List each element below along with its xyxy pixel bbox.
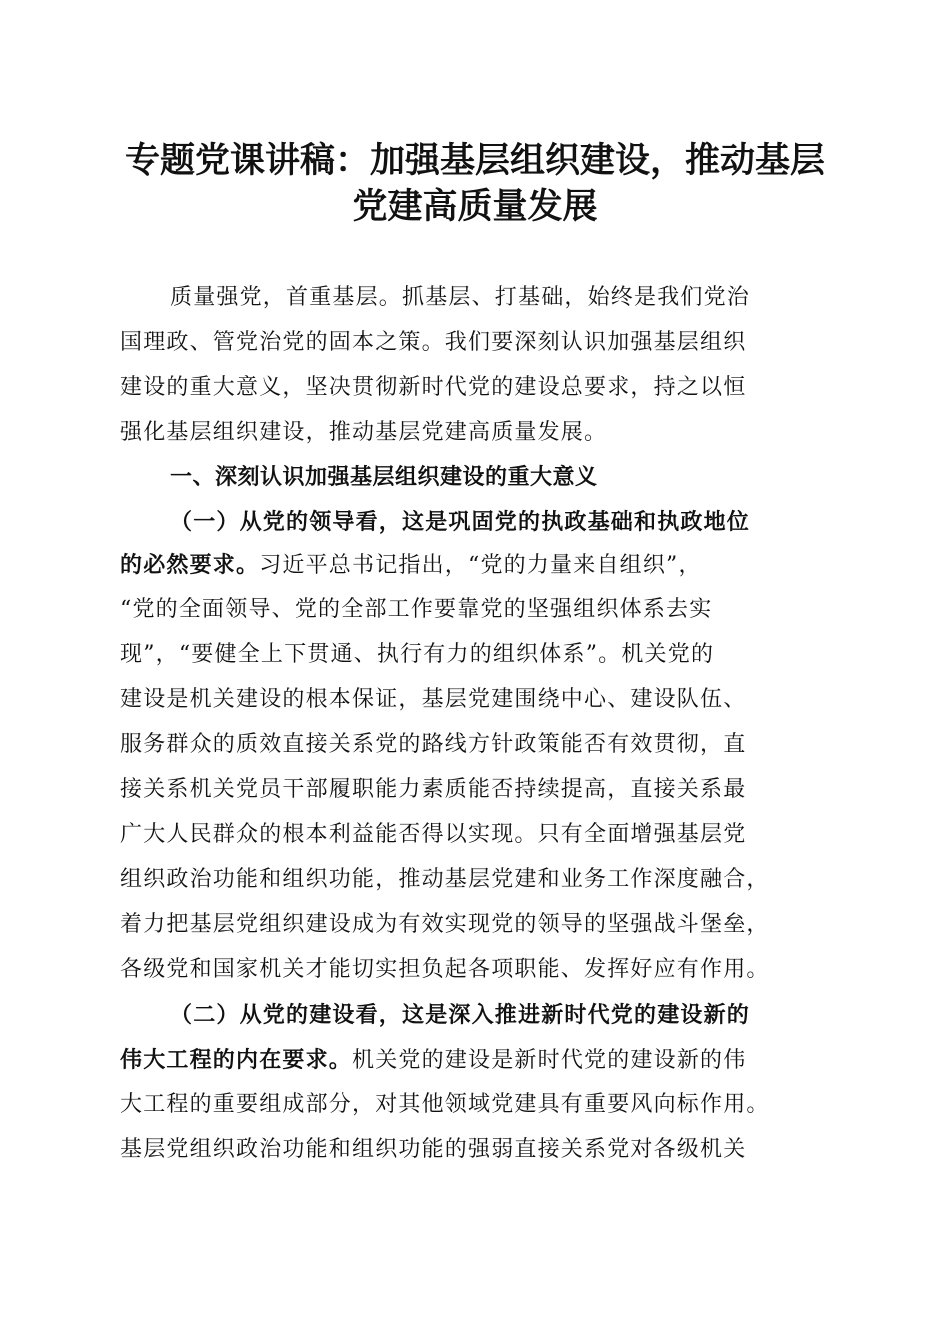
paragraph-line: 国理政、管党治党的固本之策。我们要深刻认识加强基层组织 — [120, 330, 747, 355]
paragraph-line: 建设是机关建设的根本保证，基层党建围绕中心、建设队伍、 — [120, 687, 747, 712]
section-heading: 一、深刻认识加强基层组织建设的重大意义 — [170, 465, 598, 490]
paragraph-text: 习近平总书记指出，“党的力量来自组织”， — [259, 553, 702, 578]
paragraph-line: 质量强党，首重基层。抓基层、打基础，始终是我们党治 — [170, 285, 751, 310]
paragraph-line: “党的全面领导、党的全部工作要靠党的坚强组织体系去实 — [120, 597, 713, 622]
subsection-heading: （二）从党的建设看，这是深入推进新时代党的建设新的 — [170, 1002, 751, 1028]
subsection-heading-tail: 伟大工程的内在要求。 — [120, 1047, 353, 1073]
subsection-heading-tail: 的必然要求。 — [120, 552, 260, 578]
paragraph-line: 接关系机关党员干部履职能力素质能否持续提高，直接关系最 — [120, 777, 747, 802]
subsection-heading: （一）从党的领导看，这是巩固党的执政基础和执政地位 — [170, 509, 751, 535]
paragraph-line: 着力把基层党组织建设成为有效实现党的领导的坚强战斗堡垒， — [120, 912, 770, 937]
paragraph-line: 各级党和国家机关才能切实担负起各项职能、发挥好应有作用。 — [120, 957, 770, 982]
paragraph-line: 组织政治功能和组织功能，推动基层党建和业务工作深度融合， — [120, 867, 770, 892]
paragraph-line: 现”，“要健全上下贯通、执行有力的组织体系”。机关党的 — [120, 642, 715, 667]
paragraph-line: 强化基层组织建设，推动基层党建高质量发展。 — [120, 420, 608, 445]
paragraph-line: 大工程的重要组成部分，对其他领域党建具有重要风向标作用。 — [120, 1092, 770, 1117]
paragraph-line: 服务群众的质效直接关系党的路线方针政策能否有效贯彻，直 — [120, 732, 747, 757]
paragraph-line — [120, 548, 702, 583]
paragraph-line: 建设的重大意义，坚决贯彻新时代党的建设总要求，持之以恒 — [120, 375, 747, 400]
paragraph-line: 广大人民群众的根本利益能否得以实现。只有全面增强基层党 — [120, 822, 747, 847]
paragraph-text: 机关党的建设是新时代党的建设新的伟 — [352, 1048, 747, 1073]
paragraph-line: 基层党组织政治功能和组织功能的强弱直接关系党对各级机关 — [120, 1137, 747, 1162]
document-title-line-1: 专题党课讲稿：加强基层组织建设，推动基层 — [124, 140, 825, 181]
paragraph-line — [120, 1043, 746, 1078]
document-title-line-2: 党建高质量发展 — [352, 186, 598, 227]
